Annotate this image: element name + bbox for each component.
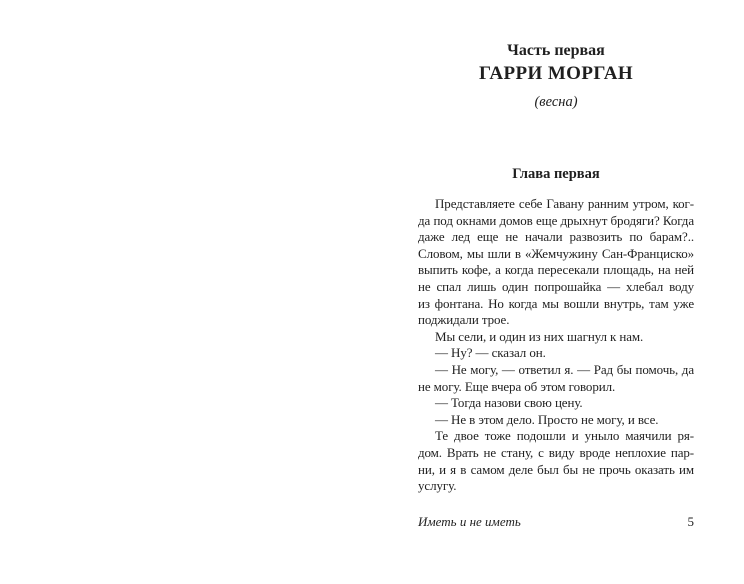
text-line: из фонтана. Но когда мы вошли внутрь, там уже xyxy=(418,295,694,311)
text-line: выпить кофе, а когда пересекали площадь, на ней xyxy=(418,262,694,278)
text-line: поджидали трое. xyxy=(418,312,510,328)
text-line: даже лед еще не начали развозить по барам?.. xyxy=(418,229,694,245)
text-line: — Ну? — сказал он. xyxy=(435,345,546,361)
text-line: не могу. Еще вчера об этом говорил. xyxy=(418,378,616,394)
text-line: да под окнами домов еще дрыхнут бродяги? Когда xyxy=(418,212,694,228)
text-line: Представляете себе Гавану ранним утром, ког- xyxy=(435,196,694,211)
page-footer xyxy=(418,514,694,530)
body-text xyxy=(418,196,694,495)
part-label: Часть первая xyxy=(507,42,605,59)
text-line: — Не могу, — ответил я. — Рад бы помочь, да xyxy=(435,361,694,377)
text-line: услугу. xyxy=(418,478,457,494)
text-line: ни, и я в самом деле был бы не прочь оказать им xyxy=(418,461,694,477)
text-line: — Не в этом дело. Просто не могу, и все. xyxy=(435,411,659,427)
text-line: не спал лишь один попрошайка — хлебал воду xyxy=(418,278,694,294)
text-line: — Тогда назови свою цену. xyxy=(435,395,583,411)
text-line: Словом, мы шли в «Жемчужину Сан-Франциско» xyxy=(418,245,694,261)
text-line: дом. Врать не стану, с виду вроде неплохие пар- xyxy=(418,444,694,460)
running-title: Иметь и не иметь xyxy=(418,514,521,529)
part-subtitle: (весна) xyxy=(534,94,578,110)
text-line: Мы сели, и один из них шагнул к нам. xyxy=(435,328,644,344)
part-title: ГАРРИ МОРГАН xyxy=(478,63,634,84)
chapter-title: Глава первая xyxy=(512,166,600,182)
text-line: Те двое тоже подошли и уныло маячили ря- xyxy=(435,428,694,444)
page-number: 5 xyxy=(687,514,694,529)
